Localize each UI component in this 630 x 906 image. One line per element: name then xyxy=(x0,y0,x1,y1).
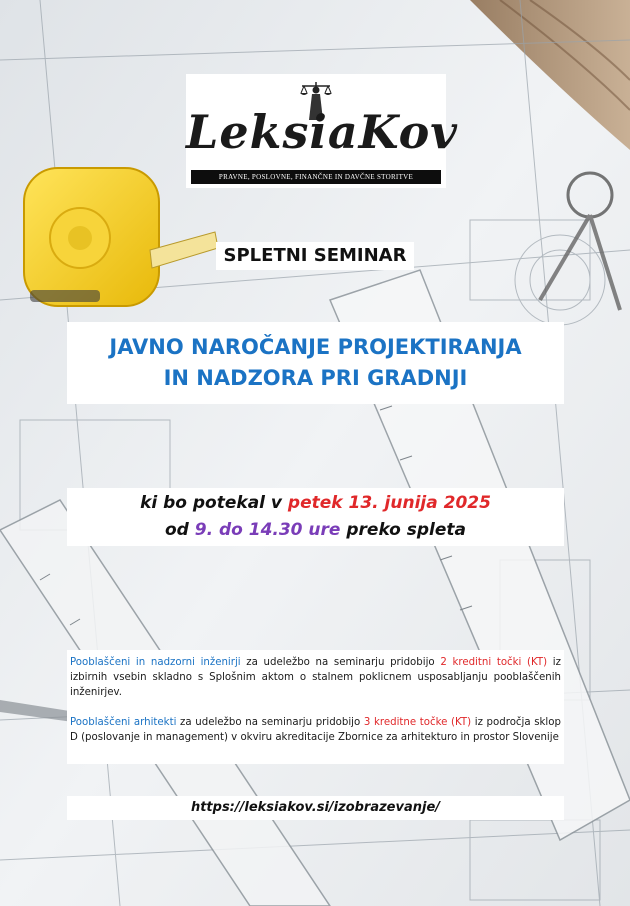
engineers-text-2: iz izbirnih vsebin skladno s Splošnim aktom o stalnem poklicnem usposabljanju pooblaščenih inženirjev. xyxy=(70,657,561,698)
date-prefix: ki bo potekal v xyxy=(140,493,282,513)
logo-tagline: PRAVNE, POSLOVNE, FINANČNE IN DAVČNE STORITVE xyxy=(191,170,441,184)
event-date: petek 13. junija 2025 xyxy=(287,493,491,513)
logo-wordmark: LeksiaKov xyxy=(186,105,459,159)
engineers-text-1: za udeležbo na seminarju pridobijo xyxy=(246,657,435,668)
architects-text-1: za udeležbo na seminarju pridobijo xyxy=(180,717,361,728)
event-date-line xyxy=(67,490,564,517)
engineers-points: 2 kreditni točki (KT) xyxy=(440,657,548,668)
architects-credits xyxy=(70,715,561,745)
website-link[interactable]: https://leksiakov.si/izobrazevanje/ xyxy=(67,796,564,820)
logo xyxy=(186,74,459,188)
time-prefix: od xyxy=(164,520,189,540)
architects-role: Pooblaščeni arhitekti xyxy=(70,717,177,728)
event-time-line xyxy=(67,517,564,544)
event-time: 9. do 14.30 ure xyxy=(194,520,341,540)
title-line-1: JAVNO NAROČANJE PROJEKTIRANJA xyxy=(109,335,522,359)
architects-points: 3 kreditne točke (KT) xyxy=(363,717,472,728)
time-suffix: preko spleta xyxy=(346,520,466,540)
engineers-role: Pooblaščeni in nadzorni inženirji xyxy=(70,657,241,668)
seminar-title xyxy=(67,322,564,404)
credits-info xyxy=(67,650,564,764)
event-schedule xyxy=(67,488,564,546)
seminar-type-label: SPLETNI SEMINAR xyxy=(216,242,414,270)
engineers-credits xyxy=(70,655,561,700)
title-line-2: IN NADZORA PRI GRADNJI xyxy=(163,366,468,390)
architects-text-2: iz področja sklop D (poslovanje in management) v okviru akreditacije Zbornice za arhitekturo in prostor Slovenije xyxy=(70,717,561,743)
